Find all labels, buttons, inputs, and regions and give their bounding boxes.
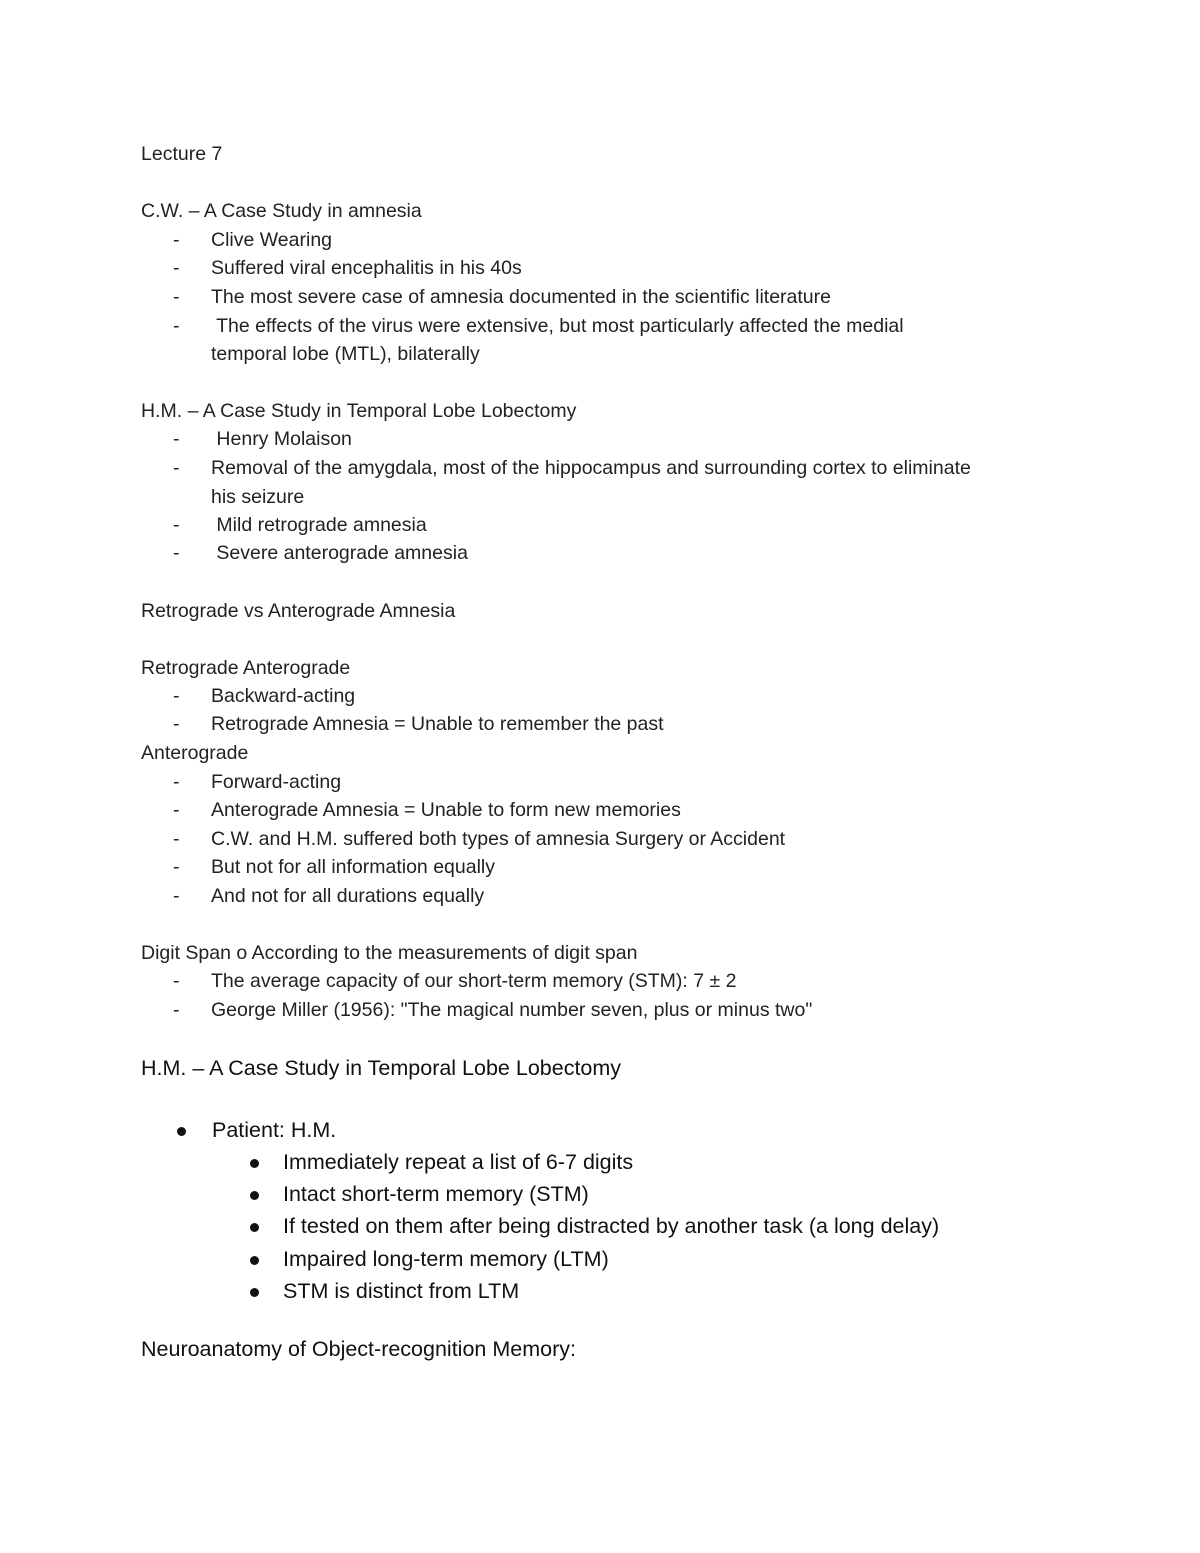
dash-marker: -: [173, 229, 180, 251]
patient-label: Patient: H.M.: [212, 1118, 337, 1142]
dash-marker: -: [173, 257, 180, 279]
cw-item-continued: temporal lobe (MTL), bilaterally: [211, 343, 480, 365]
hm-item: Henry Molaison: [211, 428, 352, 450]
antero-item: But not for all information equally: [211, 856, 495, 878]
antero-item: Forward-acting: [211, 771, 342, 793]
cw-item: The effects of the virus were extensive, but most particularly affected the medial: [211, 315, 904, 337]
dash-marker: -: [173, 713, 180, 735]
dash-marker: -: [173, 771, 180, 793]
bullet-icon: [250, 1223, 259, 1232]
dash-marker: -: [173, 428, 180, 450]
hm2-item: If tested on them after being distracted by another task (a long delay): [283, 1214, 940, 1238]
hm-heading: H.M. – A Case Study in Temporal Lobe Lobectomy: [141, 400, 577, 422]
hm-item: Severe anterograde amnesia: [211, 542, 468, 564]
antero-item: C.W. and H.M. suffered both types of amnesia Surgery or Accident: [211, 828, 786, 850]
neuro-heading: Neuroanatomy of Object-recognition Memory:: [141, 1337, 576, 1361]
hm2-item: Intact short-term memory (STM): [283, 1182, 589, 1206]
dash-marker: -: [173, 828, 180, 850]
antero-item: And not for all durations equally: [211, 885, 485, 907]
digit-heading: Digit Span o According to the measurements of digit span: [141, 942, 638, 964]
dash-marker: -: [173, 286, 180, 308]
dash-marker: -: [173, 856, 180, 878]
dash-marker: -: [173, 799, 180, 821]
rva-heading: Retrograde vs Anterograde Amnesia: [141, 600, 456, 622]
dash-marker: -: [173, 315, 180, 337]
cw-heading: C.W. – A Case Study in amnesia: [141, 200, 422, 222]
bullet-icon: [250, 1159, 259, 1168]
bullet-icon: [250, 1288, 259, 1297]
antero-heading: Anterograde: [141, 742, 249, 764]
digit-item: The average capacity of our short-term memory (STM): 7 ± 2: [211, 970, 737, 992]
dash-marker: -: [173, 999, 180, 1021]
hm-item: Removal of the amygdala, most of the hippocampus and surrounding cortex to eliminate: [211, 457, 971, 479]
dash-marker: -: [173, 542, 180, 564]
hm2-item: Immediately repeat a list of 6-7 digits: [283, 1150, 634, 1174]
hm-item-continued: his seizure: [211, 486, 305, 508]
hm2-item: STM is distinct from LTM: [283, 1279, 520, 1303]
hm-item: Mild retrograde amnesia: [211, 514, 427, 536]
bullet-icon: [250, 1191, 259, 1200]
lecture-title: Lecture 7: [141, 143, 223, 165]
cw-item: The most severe case of amnesia documented in the scientific literature: [211, 286, 831, 308]
hm2-heading: H.M. – A Case Study in Temporal Lobe Lobectomy: [141, 1056, 622, 1080]
dash-marker: -: [173, 457, 180, 479]
retro-item: Retrograde Amnesia = Unable to remember the past: [211, 713, 664, 735]
retro-heading: Retrograde Anterograde: [141, 657, 351, 679]
dash-marker: -: [173, 885, 180, 907]
dash-marker: -: [173, 970, 180, 992]
cw-item: Clive Wearing: [211, 229, 333, 251]
hm2-item: Impaired long-term memory (LTM): [283, 1247, 609, 1271]
bullet-icon: [250, 1256, 259, 1265]
cw-item: Suffered viral encephalitis in his 40s: [211, 257, 522, 279]
retro-item: Backward-acting: [211, 685, 356, 707]
antero-item: Anterograde Amnesia = Unable to form new memories: [211, 799, 681, 821]
dash-marker: -: [173, 514, 180, 536]
bullet-icon: [177, 1127, 186, 1136]
dash-marker: -: [173, 685, 180, 707]
digit-item: George Miller (1956): "The magical number seven, plus or minus two": [211, 999, 813, 1021]
